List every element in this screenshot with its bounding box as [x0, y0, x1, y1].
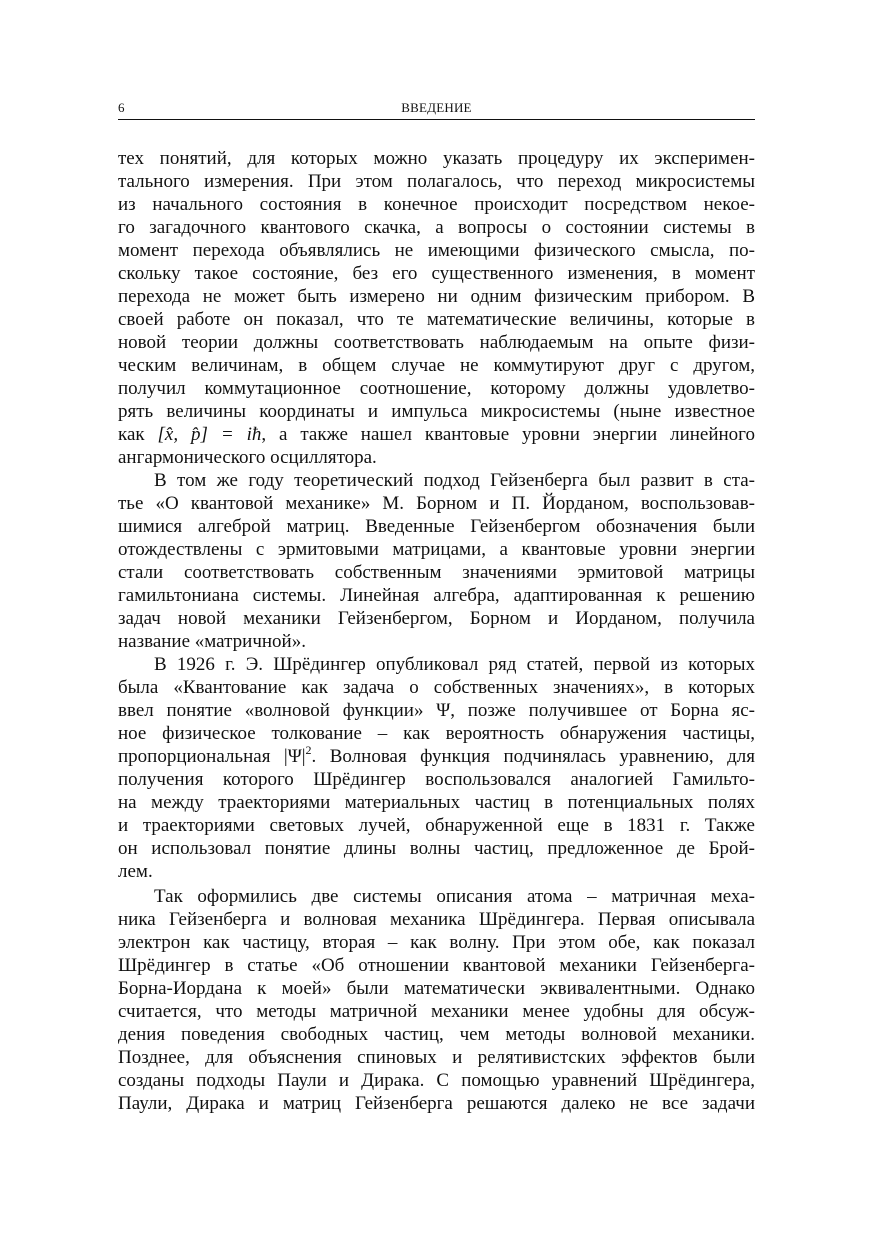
text-line: дения поведения свободных частиц, чем методы волновой механики. [118, 1024, 755, 1045]
text-line: ника Гейзенберга и волновая механика Шрёдингера. Первая описывала [118, 909, 755, 930]
text-line: ческим величинам, в общем случае не коммутируют друг с другом, [118, 355, 755, 376]
psi-suffix: . Волновая функция подчинялась уравнению, для [311, 746, 755, 767]
text-line: ное физическое толкование – как вероятность обнаружения частицы, [118, 723, 755, 744]
text-line: перехода не может быть измерено ни одним физическим прибором. В [118, 286, 755, 307]
text-line: считается, что методы матричной механики менее удобны для обсуж- [118, 1001, 755, 1022]
text-line: шимися алгеброй матриц. Введенные Гейзенбергом обозначения были [118, 516, 755, 537]
formula-suffix: , а также нашел квантовые уровни энергии линейного [261, 424, 755, 445]
text-line: стали соответствовать собственным значениями эрмитовой матрицы [118, 562, 755, 583]
text-line: тального измерения. При этом полагалось, что переход микросистемы [118, 171, 755, 192]
text-line-with-formula [118, 423, 755, 446]
text-line: своей работе он показал, что те математические величины, которые в [118, 309, 755, 330]
paragraph-3 [118, 653, 755, 883]
text-line: задач новой механики Гейзенбергом, Борном и Иорданом, получила [118, 608, 755, 629]
text-line: получил коммутационное соотношение, которому должны удовлетво- [118, 378, 755, 399]
text-line: на между траекториями материальных частиц в потенциальных полях [118, 792, 755, 813]
text-line: Так оформились две системы описания атома – матричная меха- [154, 886, 755, 907]
paragraph-4 [118, 885, 755, 1115]
running-head-title: ВВЕДЕНИЕ [401, 100, 472, 115]
text-line: и траекториями световых лучей, обнаруженной еще в 1831 г. Также [118, 815, 755, 836]
paragraph-1 [118, 147, 755, 469]
text-line: созданы подходы Паули и Дирака. С помощью уравнений Шрёдингера, [118, 1070, 755, 1091]
running-head [118, 98, 755, 118]
text-line: новой теории должны соответствовать наблюдаемым на опыте физи- [118, 332, 755, 353]
text-line: Шрёдингер в статье «Об отношении квантовой механики Гейзенберга- [118, 955, 755, 976]
page-number: 6 [118, 100, 125, 115]
text-line: тех понятий, для которых можно указать процедуру их эксперимен- [118, 148, 755, 169]
text-line: была «Квантование как задача о собственных значениях», в которых [118, 677, 755, 698]
text-line: В 1926 г. Э. Шрёдингер опубликовал ряд статей, первой из которых [154, 654, 755, 675]
commutator-formula: [x̂, p̂] = iħ [157, 424, 262, 445]
text-line: ангармонического осциллятора. [118, 447, 377, 468]
text-line: электрон как частицу, вторая – как волну. При этом обе, как показал [118, 932, 755, 953]
text-line: Борна-Иордана к моей» были математически эквивалентными. Однако [118, 978, 755, 999]
text-line: Позднее, для объяснения спиновых и релятивистских эффектов были [118, 1047, 755, 1068]
text-line: отождествлены с эрмитовыми матрицами, а квантовые уровни энергии [118, 539, 755, 560]
text-line: скольку такое состояние, без его существенного изменения, в момент [118, 263, 755, 284]
text-line: получения которого Шрёдингер воспользовался аналогией Гамильто- [118, 769, 755, 790]
text-line: название «матричной». [118, 631, 306, 652]
paragraph-2 [118, 469, 755, 653]
text-line: В том же году теоретический подход Гейзенберга был развит в ста- [154, 470, 755, 491]
text-line: лем. [118, 861, 153, 882]
text-line: он использовал понятие длины волны частиц, предложенное де Брой- [118, 838, 755, 859]
text-line: го загадочного квантового скачка, а вопросы о состоянии системы в [118, 217, 755, 238]
text-line: тье «О квантовой механике» М. Борном и П. Йорданом, воспользовав- [118, 493, 755, 514]
text-line: ввел понятие «волновой функции» Ψ, позже получившее от Борна яс- [118, 700, 755, 721]
text-line: рять величины координаты и импульса микросистемы (ныне известное [118, 401, 755, 422]
text-line-with-psi [118, 745, 755, 768]
formula-prefix: как [118, 424, 158, 445]
psi-prefix: пропорциональная |Ψ| [118, 746, 306, 767]
body-text [118, 147, 755, 1115]
text-line: гамильтониана системы. Линейная алгебра, адаптированная к решению [118, 585, 755, 606]
psi-exponent: 2 [305, 745, 312, 757]
text-line: Паули, Дирака и матриц Гейзенберга решаются далеко не все задачи [118, 1093, 755, 1114]
text-line: из начального состояния в конечное происходит посредством некое- [118, 194, 755, 215]
header-rule [118, 119, 755, 120]
text-line: момент перехода объявлялись не имеющими физического смысла, по- [118, 240, 755, 261]
